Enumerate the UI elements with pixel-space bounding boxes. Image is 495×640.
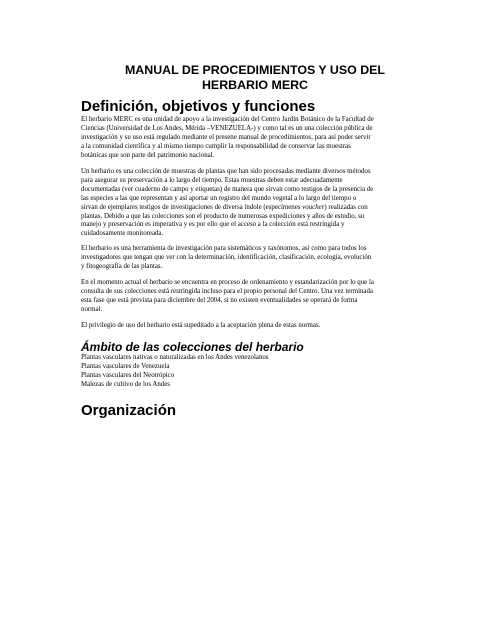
- paragraph-definicion-2: [81, 168, 426, 239]
- paragraph-line: [81, 204, 426, 213]
- paragraph-line: documentadas (ver cuaderno de campo y etiquetas) de manera que sirvan como testigos de la presencia de: [81, 185, 374, 193]
- paragraph-line: manejo y preservación es imperativa y es por ello que el acceso a la colección está restringida y: [81, 221, 345, 229]
- paragraph-line: y fitogeografía de las plantas.: [81, 262, 163, 270]
- paragraph-line: investigadores que tengan que ver con la determinación, identificación, clasificación, ecología, evolución: [81, 253, 372, 261]
- paragraph-line: Un herbario es una colección de muestras de plantas que han sido procesadas mediante diversos métodos: [81, 168, 371, 175]
- paragraph-line: Ciencias (Universidad de Los Andes, Mérida –VENEZUELA-) y como tal es un una colección pública de: [81, 124, 373, 132]
- paragraph-emphasis: voucher: [302, 203, 325, 211]
- paragraph-text: sirvan de ejemplares testigos de investigaciones de diversa índole (especímenes: [81, 203, 303, 211]
- paragraph-line: El herbario es una herramienta de investigación para sistemáticos y taxónomos, así como para todos los: [81, 245, 367, 252]
- collections-scope-list: [81, 354, 269, 390]
- paragraph-line: En el momento actual el herbario se encuentra en proceso de ordenamiento y estandarización por lo que la: [81, 279, 374, 286]
- paragraph-line: plantas. Debido a que las colecciones son el producto de numerosas expediciones y años de estudio, su: [81, 212, 365, 220]
- section-heading-definicion: Definición, objetivos y funciones: [81, 98, 316, 115]
- paragraph-line: las especies a las que representan y así aportar un registro del mundo vegetal a lo largo del tiempo o: [81, 194, 357, 202]
- list-item: Plantas vasculares nativas o naturalizadas en los Andes venezolanos: [81, 354, 269, 361]
- paragraph-line: consulta de sus colecciones está restringida incluso para el propio personal del Centro. Una vez terminada: [81, 287, 373, 295]
- paragraph-line: El privilegio de uso del herbario está supeditado a la aceptación plena de estas normas.: [81, 322, 321, 329]
- document-title-line-2: HERBARIO MERC: [201, 78, 308, 92]
- paragraph-definicion-3: [81, 245, 426, 272]
- paragraph-definicion-1: [81, 116, 426, 161]
- document-title-line-1: MANUAL DE PROCEDIMIENTOS Y USO DEL: [124, 63, 385, 77]
- paragraph-definicion-5: [81, 322, 426, 331]
- section-heading-ambito: Ámbito de las colecciones del herbario: [81, 340, 304, 354]
- section-heading-organizacion: Organización: [81, 402, 177, 419]
- paragraph-line: para asegurar su preservación a lo largo del tiempo. Estas muestras deben estar adecuadamente: [81, 176, 343, 184]
- paragraph-line: botánicas que son parte del patrimonio nacional.: [81, 151, 215, 159]
- paragraph-line: investigación y su uso está regulado mediante el presene manual de procedimientos, para así poder servir: [81, 133, 371, 141]
- list-item: Malezas de cultivo de los Andes: [81, 380, 170, 388]
- list-item: Plantas vasculares de Venezuela: [81, 362, 170, 370]
- paragraph-definicion-4: [81, 279, 426, 315]
- paragraph-line: normal.: [81, 305, 103, 313]
- paragraph-line: El herbario MERC es una unidad de apoyo a la investigación del Centro Jardín Botánico de la Facultad de: [81, 116, 374, 123]
- paragraph-text: ) realizadas con: [324, 203, 368, 211]
- paragraph-line: cuidadosamente monitoreada.: [81, 230, 164, 238]
- paragraph-line: a la comunidad científica y al mismo tiempo cumplir la responsabilidad de conservar las muestras: [81, 142, 351, 150]
- list-item: Plantas vasculares del Neotrópico: [81, 371, 175, 379]
- paragraph-line: esta fase que está prevista para diciembre del 2004, si no existen eventualidades se operará de forma: [81, 296, 358, 304]
- document-title: [60, 63, 450, 93]
